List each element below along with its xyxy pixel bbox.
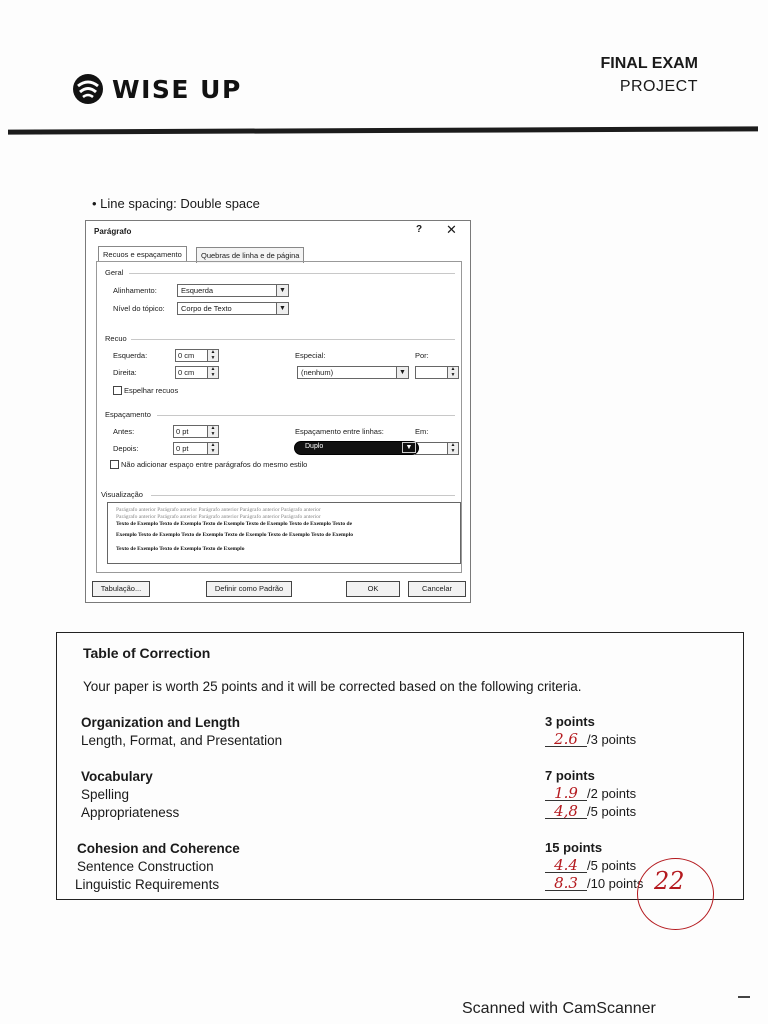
- linguistic-score: 8.3: [545, 876, 587, 891]
- linguistic-score-row: [545, 876, 643, 891]
- nivel-topico-value: Corpo de Texto: [181, 304, 232, 313]
- section-divider: [157, 415, 455, 416]
- vocabulary-item: Appropriateness: [81, 805, 180, 820]
- dialog-tab-pane: [96, 261, 462, 573]
- alinhamento-select[interactable]: [177, 284, 289, 297]
- appropriateness-score-row: [545, 804, 636, 819]
- header-divider: [8, 126, 758, 134]
- antes-label: Antes:: [113, 427, 135, 436]
- close-icon[interactable]: ✕: [446, 222, 457, 237]
- chevron-down-icon: ▼: [396, 366, 409, 379]
- spin-arrows-icon[interactable]: ▲ ▼: [207, 366, 219, 379]
- appropriateness-score: 4,8: [545, 804, 587, 819]
- antes-spinner[interactable]: [173, 425, 219, 438]
- sentence-score-row: [545, 858, 636, 873]
- especial-select[interactable]: [297, 366, 409, 379]
- preview-box: [107, 502, 461, 564]
- instruction-line: • Line spacing: Double space: [92, 196, 260, 211]
- linguistic-max: /10 points: [587, 876, 644, 891]
- cohesion-item: Linguistic Requirements: [75, 877, 220, 892]
- correction-title: Table of Correction: [83, 645, 211, 661]
- vocabulary-points: 7 points: [545, 768, 595, 783]
- por-label: Por:: [415, 351, 429, 360]
- appropriateness-max: /5 points: [587, 804, 637, 819]
- organization-max: /3 points: [587, 732, 637, 747]
- exam-heading: [601, 55, 698, 96]
- section-divider: [129, 273, 455, 274]
- sentence-score: 4.4: [545, 858, 587, 873]
- brand-name: WISE UP: [112, 74, 242, 104]
- em-label: Em:: [415, 427, 429, 436]
- exam-subtitle: PROJECT: [619, 78, 698, 95]
- depois-spinner[interactable]: [173, 442, 219, 455]
- tab-quebras-de-linha[interactable]: Quebras de linha e de página: [196, 247, 304, 263]
- organization-heading: Organization and Length: [81, 715, 240, 730]
- section-geral: Geral: [105, 268, 124, 277]
- nivel-topico-select[interactable]: [177, 302, 289, 315]
- cancelar-button[interactable]: Cancelar: [408, 581, 466, 597]
- correction-intro: Your paper is worth 25 points and it will be corrected based on the following criteria.: [83, 679, 582, 694]
- spelling-score: 1.9: [545, 786, 587, 801]
- preview-previous-line: Parágrafo anterior Parágrafo anterior Parágrafo anterior Parágrafo anterior Parágrafo anterior: [116, 514, 321, 520]
- section-divider: [131, 339, 455, 340]
- spelling-max: /2 points: [587, 786, 637, 801]
- direita-spinner[interactable]: [175, 366, 219, 379]
- cohesion-heading: Cohesion and Coherence: [77, 841, 240, 856]
- ok-button[interactable]: OK: [346, 581, 400, 597]
- chevron-down-icon: ▼: [276, 284, 289, 297]
- alinhamento-label: Alinhamento:: [113, 286, 157, 295]
- organization-points: 3 points: [545, 714, 595, 729]
- organization-item: Length, Format, and Presentation: [81, 733, 283, 748]
- organization-score: 2.6: [545, 732, 587, 747]
- especial-value: (nenhum): [301, 368, 334, 377]
- entre-linhas-select[interactable]: [294, 441, 419, 455]
- esquerda-label: Esquerda:: [113, 351, 148, 360]
- entre-linhas-label: Espaçamento entre linhas:: [295, 427, 384, 436]
- esquerda-value: 0 cm: [178, 351, 195, 360]
- especial-label: Especial:: [295, 351, 326, 360]
- tab-recuos-espacamento[interactable]: Recuos e espaçamento: [98, 246, 187, 262]
- por-spinner[interactable]: [415, 366, 459, 379]
- organization-score-row: [545, 732, 636, 747]
- spin-arrows-icon[interactable]: ▲ ▼: [207, 442, 219, 455]
- preview-sample-line: Exemplo Texto de Exemplo Texto de Exemplo Texto de Exemplo Texto de Exemplo Texto de Exemplo: [116, 532, 353, 538]
- spin-arrows-icon[interactable]: ▲ ▼: [207, 349, 219, 362]
- direita-label: Direita:: [113, 368, 137, 377]
- nao-adicionar-checkbox[interactable]: [110, 460, 119, 469]
- espelhar-recuos-label: Espelhar recuos: [124, 386, 179, 395]
- exam-title: FINAL EXAM: [600, 55, 698, 72]
- em-spinner[interactable]: [415, 442, 459, 455]
- total-score: 22: [654, 867, 685, 895]
- nivel-topico-label: Nível do tópico:: [113, 304, 165, 313]
- depois-label: Depois:: [113, 444, 139, 453]
- vocabulary-heading: Vocabulary: [81, 769, 153, 784]
- nao-adicionar-label: Não adicionar espaço entre parágrafos do mesmo estilo: [121, 460, 308, 469]
- preview-sample-line: Texto de Exemplo Texto de Exemplo Texto de Exemplo Texto de Exemplo Texto de Exemplo Texto de: [116, 521, 353, 527]
- tabulacao-button[interactable]: Tabulação...: [92, 581, 150, 597]
- depois-value: 0 pt: [176, 444, 189, 453]
- paragraph-dialog: [85, 220, 471, 603]
- alinhamento-value: Esquerda: [181, 286, 214, 295]
- section-recuo: Recuo: [105, 334, 127, 343]
- esquerda-spinner[interactable]: [175, 349, 219, 362]
- help-icon[interactable]: ?: [416, 224, 423, 235]
- antes-value: 0 pt: [176, 427, 189, 436]
- brand-logo: [72, 72, 242, 106]
- chevron-down-icon: ▼: [276, 302, 289, 315]
- section-espacamento: Espaçamento: [105, 410, 151, 419]
- spelling-score-row: [545, 786, 636, 801]
- spin-arrows-icon[interactable]: ▲ ▼: [207, 425, 219, 438]
- scanner-watermark: Scanned with CamScanner: [462, 1000, 656, 1017]
- section-divider: [151, 495, 455, 496]
- correction-table: [56, 632, 744, 900]
- direita-value: 0 cm: [178, 368, 195, 377]
- spin-arrows-icon[interactable]: ▲ ▼: [447, 442, 459, 455]
- entre-linhas-value: Duplo: [305, 443, 324, 450]
- chevron-down-icon: ▼: [402, 442, 416, 453]
- dialog-title: Parágrafo: [94, 227, 132, 236]
- definir-padrao-button[interactable]: Definir como Padrão: [206, 581, 292, 597]
- cohesion-item: Sentence Construction: [77, 859, 214, 874]
- espelhar-recuos-checkbox[interactable]: [113, 386, 122, 395]
- section-visualizacao: Visualização: [101, 490, 143, 499]
- spin-arrows-icon[interactable]: ▲ ▼: [447, 366, 459, 379]
- cohesion-points: 15 points: [545, 840, 603, 855]
- sentence-max: /5 points: [587, 858, 637, 873]
- preview-previous-line: Parágrafo anterior Parágrafo anterior Parágrafo anterior Parágrafo anterior Parágrafo anterior: [116, 507, 321, 513]
- preview-sample-line: Texto de Exemplo Texto de Exemplo Texto de Exemplo: [116, 546, 245, 552]
- wise-up-logo-icon: [72, 72, 104, 106]
- page-mark: [738, 996, 750, 998]
- vocabulary-item: Spelling: [81, 787, 130, 802]
